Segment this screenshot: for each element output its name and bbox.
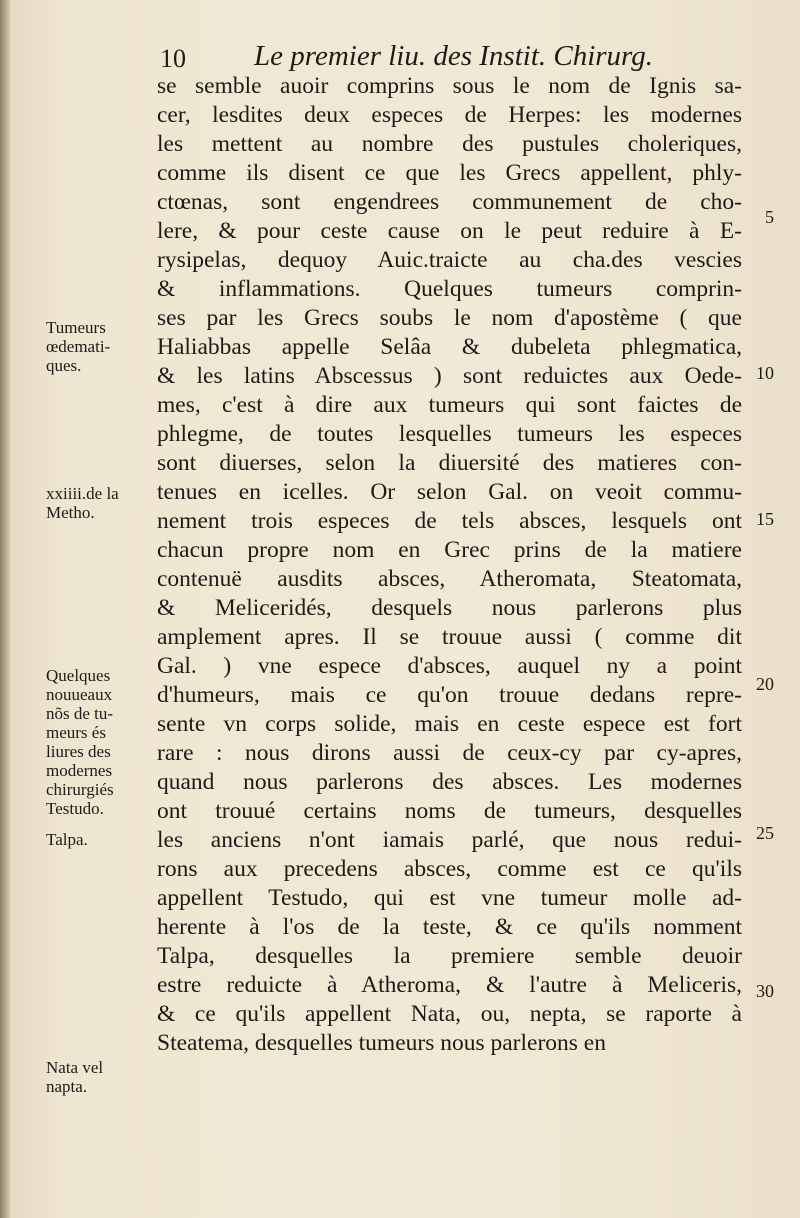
margin-note-nata: Nata vel napta. xyxy=(46,1058,104,1096)
page-number: 10 xyxy=(160,44,186,73)
text-line: les mettent au nombre des pustules choleriques, xyxy=(157,131,742,157)
text-line: comme ils disent ce que les Grecs appellent, phly- xyxy=(157,160,742,186)
text-line: Gal. ) vne espece d'absces, auquel ny a point xyxy=(157,653,742,679)
line-number-20: 20 xyxy=(756,674,774,694)
text-line: quand nous parlerons des absces. Les modernes xyxy=(157,769,742,795)
text-line: ses par les Grecs soubs le nom d'apostème ( que xyxy=(157,305,742,331)
text-line: cer, lesdites deux especes de Herpes: les modernes xyxy=(157,102,742,128)
text-line: se semble auoir comprins sous le nom de Ignis sa- xyxy=(157,73,742,99)
text-line: & inflammations. Quelques tumeurs comprin- xyxy=(157,276,742,302)
text-line: sont diuerses, selon la diuersité des matieres con- xyxy=(157,450,742,476)
text-line: & ce qu'ils appellent Nata, ou, nepta, se raporte à xyxy=(157,1001,742,1027)
text-line: & les latins Abscessus ) sont reduictes aux Oede- xyxy=(157,363,742,389)
text-line: estre reduicte à Atheroma, & l'autre à Meliceris, xyxy=(157,972,742,998)
body-text xyxy=(157,72,742,1058)
line-number-15: 15 xyxy=(756,509,774,529)
line-number-10: 10 xyxy=(756,363,774,383)
text-line: chacun propre nom en Grec prins de la matiere xyxy=(157,537,742,563)
margin-note-metho: xxiiii.de la Metho. xyxy=(46,484,119,522)
text-line: d'humeurs, mais ce qu'on trouue dedans repre- xyxy=(157,682,742,708)
text-line: Talpa, desquelles la premiere semble deuoir xyxy=(157,943,742,969)
text-line: rysipelas, dequoy Auic.traicte au cha.des vescies xyxy=(157,247,742,273)
text-line: mes, c'est à dire aux tumeurs qui sont faictes de xyxy=(157,392,742,418)
text-line: rare : nous dirons aussi de ceux-cy par cy-apres, xyxy=(157,740,742,766)
text-line: herente à l'os de la teste, & ce qu'ils nomment xyxy=(157,914,742,940)
margin-note-talpa: Talpa. xyxy=(46,830,88,849)
text-line: & Meliceridés, desquels nous parlerons plus xyxy=(157,595,742,621)
margin-note-tumeurs: Tumeurs œdemati- ques. xyxy=(46,318,111,375)
text-line: les anciens n'ont iamais parlé, que nous redui- xyxy=(157,827,742,853)
line-number-25: 25 xyxy=(756,823,774,843)
text-line: tenues en icelles. Or selon Gal. on veoit commu- xyxy=(157,479,742,505)
text-line: Haliabbas appelle Selâa & dubeleta phlegmatica, xyxy=(157,334,742,360)
text-line: amplement apres. Il se trouue aussi ( comme dit xyxy=(157,624,742,650)
line-number-5: 5 xyxy=(765,207,774,227)
text-line: ont trouué certains noms de tumeurs, desquelles xyxy=(157,798,742,824)
text-line: rons aux precedens absces, comme est ce qu'ils xyxy=(157,856,742,882)
text-line: sente vn corps solide, mais en ceste espece est fort xyxy=(157,711,742,737)
text-line: appellent Testudo, qui est vne tumeur molle ad- xyxy=(157,885,742,911)
text-line: phlegme, de toutes lesquelles tumeurs les especes xyxy=(157,421,742,447)
text-line: contenuë ausdits absces, Atheromata, Steatomata, xyxy=(157,566,742,592)
line-number-30: 30 xyxy=(756,981,774,1001)
text-line: ctœnas, sont engendrees communement de cho- xyxy=(157,189,742,215)
text-line: lere, & pour ceste cause on le peut reduire à E- xyxy=(157,218,742,244)
text-line: nement trois especes de tels absces, lesquels ont xyxy=(157,508,742,534)
margin-note-quelques: Quelques nouueaux nõs de tu- meurs és liures des modernes chirurgiés Testudo. xyxy=(46,666,114,818)
text-line: Steatema, desquelles tumeurs nous parlerons en xyxy=(157,1030,606,1056)
book-spine-shadow xyxy=(0,0,10,1218)
running-title: Le premier liu. des Instit. Chirurg. xyxy=(254,40,654,72)
